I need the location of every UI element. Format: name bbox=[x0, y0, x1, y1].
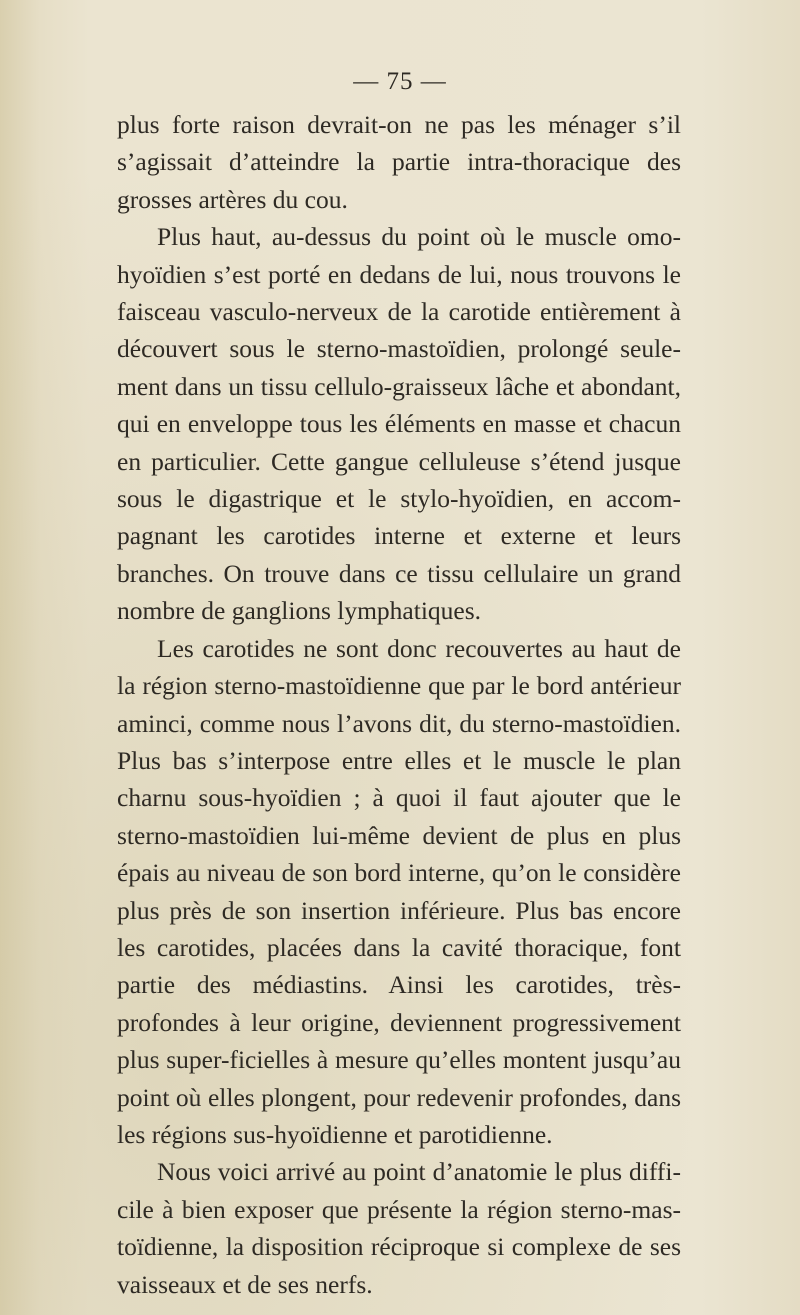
paragraph: Nous voici arrivé au point d’anatomie le plus diffi-cile à bien exposer que présente la région sterno-mas-toïdienne, la disposition réciproque si complexe de ses vaisseaux et de ses nerfs. bbox=[117, 1157, 681, 1299]
page-number-header: — 75 — bbox=[353, 68, 447, 95]
paragraph: plus forte raison devrait-on ne pas les ménager s’il s’agissait d’atteindre la partie intra-thoracique des grosses artères du cou. bbox=[117, 110, 681, 214]
paragraph: Les carotides ne sont donc recouvertes au haut de la région sterno-mastoïdienne que par le bord antérieur aminci, comme nous l’avons dit, du sterno-mastoïdien. Plus bas s’interpose entre elles et le muscle le plan charnu sous-hyoïdien ; à quoi il faut ajouter que le sterno-mastoïdien lui-même devient de plus en plus épais au niveau de son bord interne, qu’on le considère plus près de son insertion inférieure. Plus bas encore les carotides, placées dans la cavité thoracique, font partie des médiastins. Ainsi les carotides, très-profondes à leur origine, deviennent progressivement plus super-ficielles à mesure qu’elles montent jusqu’au point où elles plongent, pour redevenir profondes, dans les régions sus-hyoïdienne et parotidienne. bbox=[117, 633, 681, 1149]
body-text bbox=[117, 106, 681, 1303]
paragraph: Plus haut, au-dessus du point où le muscle omo-hyoïdien s’est porté en dedans de lui, nous trouvons le faisceau vasculo-nerveux de la carotide entièrement à découvert sous le sterno-mastoïdien, prolongé seule-ment dans un tissu cellulo-graisseux lâche et abondant, qui en enveloppe tous les éléments en masse et chacun en particulier. Cette gangue celluleuse s’étend jusque sous le digastrique et le stylo-hyoïdien, en accom-pagnant les carotides interne et externe et leurs branches. On trouve dans ce tissu cellulaire un grand nombre de ganglions lymphatiques. bbox=[117, 222, 681, 626]
